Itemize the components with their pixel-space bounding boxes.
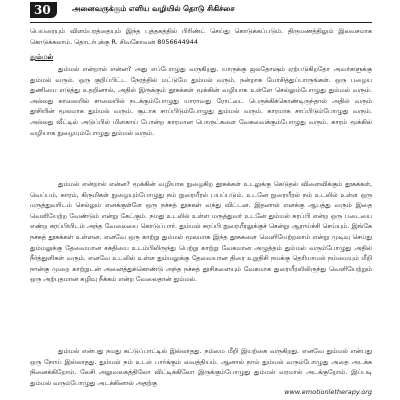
body-paragraph-3: தும்மல் என்பது நமது கட்டுப்பாட்டில் இல்லாதது. நம்மை மீறி இயற்கை வருகிறது. எனவே தும்மல் என்பது ஒரு நோய் இல்லாதது. தும்மல் நம் உடல் பார்க்கும் வைத்தியம். ஆனால் நாம் தும்மல் வரும்போழுது அதை அடக்க நினைக்கிறோம். லேசி அலுவலகத்திலோ விட்டிக்கிலோ இருக்கும்போழுது தும்மல் வரமால் அடக்குறோம். இப்படி தும்மல் வரும்போழுது அடக்கினால் அதற்கு	[30, 347, 372, 387]
body-paragraph-1: தும்மல் என்றால் என்ன? அது எப்போழுது வருகிறது. யாருக்கு ஜலதோஷம் ஏற்படுகிறதோ அவர்களுக்கு தும்மல் வரும். ஒரு குறிப்பிட்ட நேரத்தில் மட்டுமே தும்மல் வரும். நன்றாக யோசித்துப்பாருங்கள். ஒரு பழைய துணியை எடுத்து உதறினால், அதில் இருக்கும் தூசுக்கள் மூக்கின் வழியாக உள்ளே செல்லும்போழுது தும்மல் வரும். அல்லது காலையில் சாலையில் நடக்கும்போழுது யாராவது ரோட்டை பெருக்கிக்கொண்டிருந்தால் அதில் வரும் தூசியின் மூலமாக தும்மல் வரும். சூடாக சாப்பிடும்போழுது தும்மல் வரும். காரமாக சாப்பிடும்போழுது வரும். அல்லது வீட்டில் அடுப்பில் மிளகாய் போன்ற காரமான பொருட்களை வேகவைக்கும்போழுது வரும். காரம் மூக்கில் வழியாக நுழையும்போழுது தும்மல் வரும்.	[30, 65, 372, 137]
header-rule	[30, 22, 372, 23]
page-number: 30	[30, 2, 57, 18]
running-title: அனைவருக்கும் எளிய வழியில் தொடு சிகிச்சை	[72, 4, 235, 13]
section-heading: தும்மல்	[30, 53, 54, 61]
intro-paragraph: பெயரையும் விளம்பரத்தையும் இந்த புத்தகத்தில் பிரிண்ட் செய்து கொடுக்கப்படும். திருமணத்திலும் இலவசமாக கொடுக்கலாம். தொடர்புக்கு R. சிவகோவன் 8056644944	[30, 27, 372, 46]
page-header	[30, 0, 372, 20]
body-paragraph-2: தும்மல் என்றால் என்ன? மூக்கின் வழியாக நுழைகிற தூசுக்கள் உடலுக்கு கெடுதல் விளைவிக்கும் தூசுக்கள், வெப்பம், காரம், கிருமிகள் நுழையும்போழுது நம் நுரையீரல் பயப்படும். உடனே நுரையீரல் நம் உடலில் உள்ள ஒரு மருத்துவரிடம் செல்லும் எனக்குள்ளே ஒரு நச்சுத் தூசுகள் வந்து விட்டன. இதனால் எனக்கு ஆபத்து வரும் இதை வெளியேற்ற வேண்டும் என்று கேட்கும். நமது உடலில் உள்ள மருத்துவர் உடனே தும்மல் சுரப்பி என்ற ஒரு படையை எண்ற சுரப்பியிடம் அந்த வேலையை கொடுப்பார். தும்மல் சுரப்பி நுரையீரலுக்குச் சென்று ஆராய்ச்சி செய்யும். இங்கே நச்சுத் தூசுக்கள் உள்ளன. எனவே ஒரு காற்று தும்மல் மூலமாக இந்த தூசுகளை வெளியேற்றலாம் என்று முடிவு செய்து தும்மலுக்கு தேவையான சக்தியை உடம்பிலிருந்து பெற்று காற்று வேகமான அழுத்தம் தும்மல் வரும்போழுது அதில் நீர்த்துளிகள் வரும். எனவே உடலில் உள்ள தும்மலுக்கு தேவையான திரை உறுதிசி நமக்கு தெரியாமல் நம்மையும் மீறி நான்கு முறை காற்றுடன் அனைத்துக்கொண்டு அந்த நச்சுத் தூசிகளையும் வேகமாக துரையீரலிலிருந்து வெளியேற்றும் ஒரு அற்புதமான கழிவு நீக்கம் என்ற வேலைதான் தும்மல்.	[30, 180, 372, 284]
footer-website-url: www.emotionletherapy.org	[284, 388, 372, 396]
